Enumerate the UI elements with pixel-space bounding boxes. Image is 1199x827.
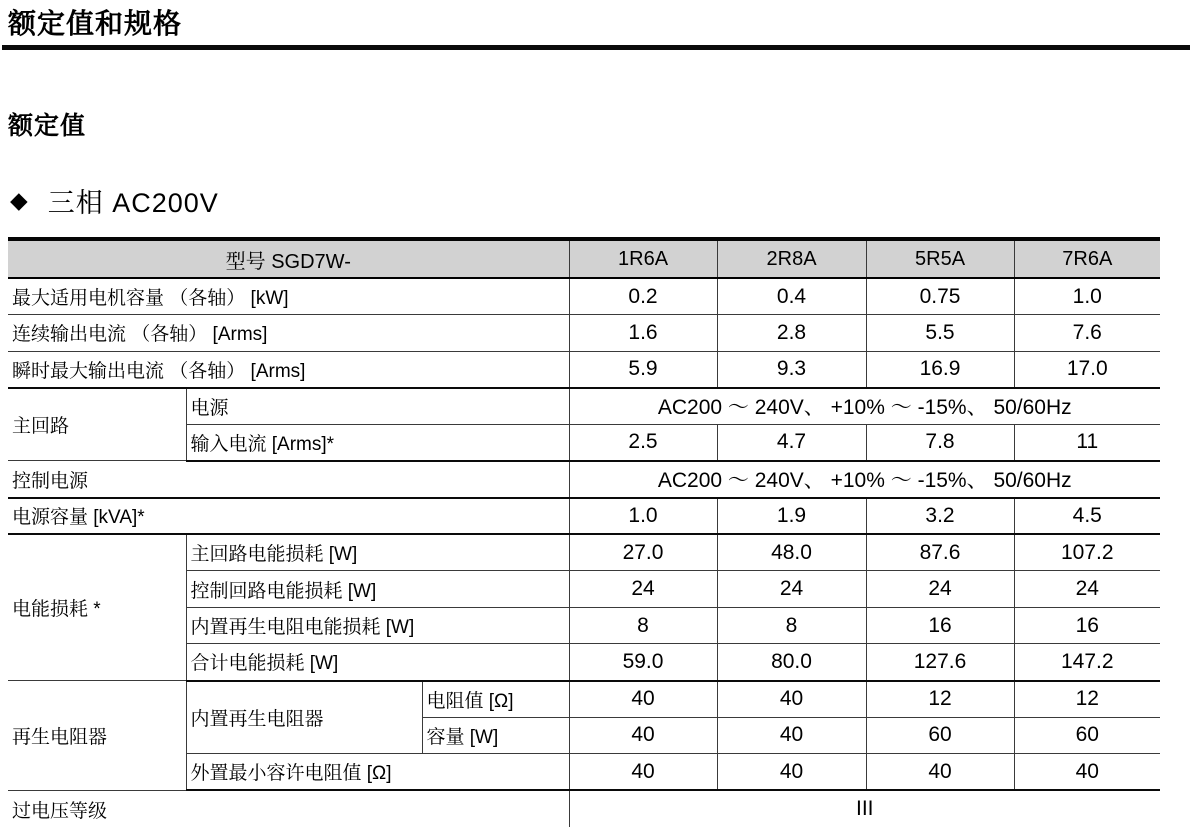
cell-value: 5.5 bbox=[866, 315, 1014, 352]
row-label: 控制电源 bbox=[8, 461, 569, 498]
row-label: 输入电流 [Arms]* bbox=[186, 424, 569, 461]
cell-value: 4.7 bbox=[717, 424, 866, 461]
row-label: 过电压等级 bbox=[8, 790, 569, 827]
cell-value: 7.8 bbox=[866, 424, 1014, 461]
row-label: 容量 [W] bbox=[422, 717, 569, 754]
cell-value: 80.0 bbox=[717, 644, 866, 681]
header-model-7r6a: 7R6A bbox=[1014, 241, 1160, 278]
cell-value: 40 bbox=[866, 754, 1014, 791]
cell-value: 11 bbox=[1014, 424, 1160, 461]
spec-table-wrapper bbox=[8, 237, 1160, 827]
cell-value: 3.2 bbox=[866, 498, 1014, 535]
row-continuous-current bbox=[8, 315, 1160, 352]
cell-value: 127.6 bbox=[866, 644, 1014, 681]
section-title: 额定值 bbox=[8, 112, 87, 140]
row-control-power bbox=[8, 461, 1160, 498]
cell-value: 40 bbox=[717, 717, 866, 754]
row-instant-max-current bbox=[8, 351, 1160, 388]
cell-value: 7.6 bbox=[1014, 315, 1160, 352]
row-label: 电源 bbox=[186, 388, 569, 425]
cell-value: 40 bbox=[569, 717, 717, 754]
ratings-table bbox=[8, 241, 1160, 827]
cell-value: 5.9 bbox=[569, 351, 717, 388]
header-model-5r5a: 5R5A bbox=[866, 241, 1014, 278]
group-label-regen-resistor: 再生电阻器 bbox=[8, 681, 186, 791]
cell-value: 1.0 bbox=[569, 498, 717, 535]
diamond-bullet-icon: ◆ bbox=[10, 187, 29, 213]
table-header-row bbox=[8, 241, 1160, 278]
cell-value: 24 bbox=[717, 571, 866, 608]
cell-value: 40 bbox=[1014, 754, 1160, 791]
cell-value: 0.4 bbox=[717, 278, 866, 315]
group-label-main-circuit: 主回路 bbox=[8, 388, 186, 461]
cell-value: 16.9 bbox=[866, 351, 1014, 388]
cell-value-span: AC200 ～ 240V、 +10% ～ -15%、 50/60Hz bbox=[569, 388, 1160, 425]
cell-value: 0.75 bbox=[866, 278, 1014, 315]
cell-value: 24 bbox=[569, 571, 717, 608]
row-overvoltage-category bbox=[8, 790, 1160, 827]
cell-value: 1.6 bbox=[569, 315, 717, 352]
header-model-1r6a: 1R6A bbox=[569, 241, 717, 278]
cell-value: 2.5 bbox=[569, 424, 717, 461]
cell-value: 12 bbox=[1014, 681, 1160, 718]
cell-value: 40 bbox=[569, 681, 717, 718]
cell-value: 24 bbox=[866, 571, 1014, 608]
cell-value: 1.9 bbox=[717, 498, 866, 535]
cell-value: 60 bbox=[866, 717, 1014, 754]
cell-value: 27.0 bbox=[569, 534, 717, 571]
cell-value: 0.2 bbox=[569, 278, 717, 315]
group-label-builtin-resistor: 内置再生电阻器 bbox=[186, 681, 422, 754]
cell-value: 40 bbox=[717, 681, 866, 718]
cell-value: 59.0 bbox=[569, 644, 717, 681]
cell-value: 60 bbox=[1014, 717, 1160, 754]
cell-value: 40 bbox=[569, 754, 717, 791]
row-label: 合计电能损耗 [W] bbox=[186, 644, 569, 681]
row-main-circuit-loss bbox=[8, 534, 1160, 571]
cell-value: 17.0 bbox=[1014, 351, 1160, 388]
cell-value: 24 bbox=[1014, 571, 1160, 608]
row-label: 连续输出电流 （各轴） [Arms] bbox=[8, 315, 569, 352]
cell-value: 87.6 bbox=[866, 534, 1014, 571]
row-label: 主回路电能损耗 [W] bbox=[186, 534, 569, 571]
header-model-label: 型号 SGD7W- bbox=[8, 241, 569, 278]
subsection-label: 三相 AC200V bbox=[47, 188, 219, 218]
cell-value: 4.5 bbox=[1014, 498, 1160, 535]
row-label: 外置最小容许电阻值 [Ω] bbox=[186, 754, 569, 791]
row-label: 内置再生电阻电能损耗 [W] bbox=[186, 607, 569, 644]
cell-value: 107.2 bbox=[1014, 534, 1160, 571]
cell-value: 9.3 bbox=[717, 351, 866, 388]
cell-value: 8 bbox=[717, 607, 866, 644]
cell-value: 8 bbox=[569, 607, 717, 644]
row-motor-capacity bbox=[8, 278, 1160, 315]
row-label: 最大适用电机容量 （各轴） [kW] bbox=[8, 278, 569, 315]
subsection-heading bbox=[10, 181, 219, 220]
cell-value: 48.0 bbox=[717, 534, 866, 571]
row-builtin-resistance bbox=[8, 681, 1160, 718]
cell-value-span: III bbox=[569, 790, 1160, 827]
row-label: 电源容量 [kVA]* bbox=[8, 498, 569, 535]
cell-value: 16 bbox=[866, 607, 1014, 644]
cell-value: 40 bbox=[717, 754, 866, 791]
cell-value: 1.0 bbox=[1014, 278, 1160, 315]
row-label: 控制回路电能损耗 [W] bbox=[186, 571, 569, 608]
row-label: 电阻值 [Ω] bbox=[422, 681, 569, 718]
cell-value: 2.8 bbox=[717, 315, 866, 352]
cell-value: 16 bbox=[1014, 607, 1160, 644]
page-title: 额定值和规格 bbox=[8, 8, 183, 39]
row-power-capacity bbox=[8, 498, 1160, 535]
row-main-circuit-power bbox=[8, 388, 1160, 425]
group-label-power-loss: 电能损耗 * bbox=[8, 534, 186, 680]
cell-value: 12 bbox=[866, 681, 1014, 718]
title-rule bbox=[2, 45, 1190, 50]
cell-value-span: AC200 ～ 240V、 +10% ～ -15%、 50/60Hz bbox=[569, 461, 1160, 498]
row-label: 瞬时最大输出电流 （各轴） [Arms] bbox=[8, 351, 569, 388]
header-model-2r8a: 2R8A bbox=[717, 241, 866, 278]
cell-value: 147.2 bbox=[1014, 644, 1160, 681]
